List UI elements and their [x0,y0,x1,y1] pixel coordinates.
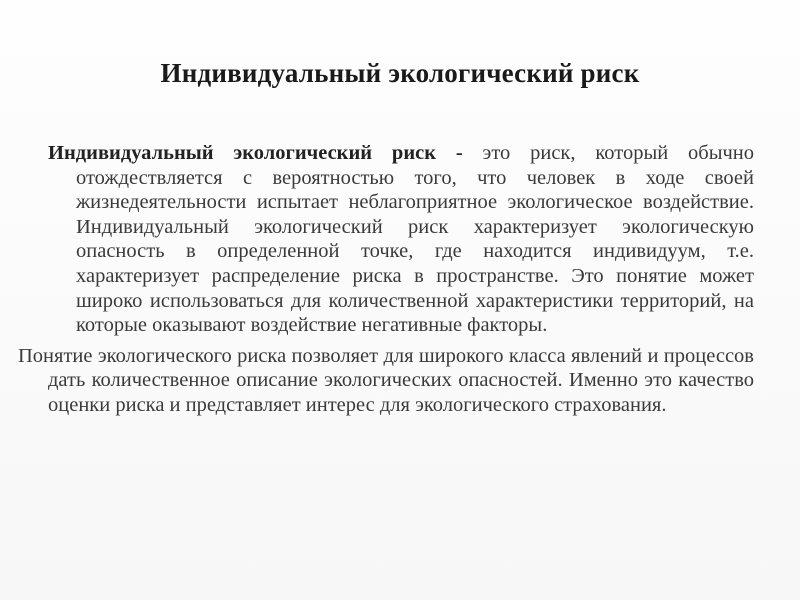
slide-body [18,141,754,424]
paragraph-definition [48,141,754,338]
paragraph-concept [18,344,754,418]
definition-text: это риск, который обычно отождествляется с вероятностью того, что человек в ходе своей жизнедеятельности испытает неблагоприятное экологическое воздействие. Индивидуальный экологический риск характеризует экологическую опасность в определенной точке, где находится индивидуум, т.е. характеризует распределение риска в пространстве. Это понятие может широко использоваться для количественной характеристики территорий, на которые оказывают воздействие негативные факторы. [76,142,754,337]
slide-title: Индивидуальный экологический риск [160,58,640,88]
defined-term: Индивидуальный экологический риск - [48,142,463,164]
concept-text: Понятие экологического риска позволяет для широкого класса явлений и процессов дать количественное описание экологических опасностей. Именно это качество оценки риска и представляет интерес для экологического страхования. [18,344,754,416]
